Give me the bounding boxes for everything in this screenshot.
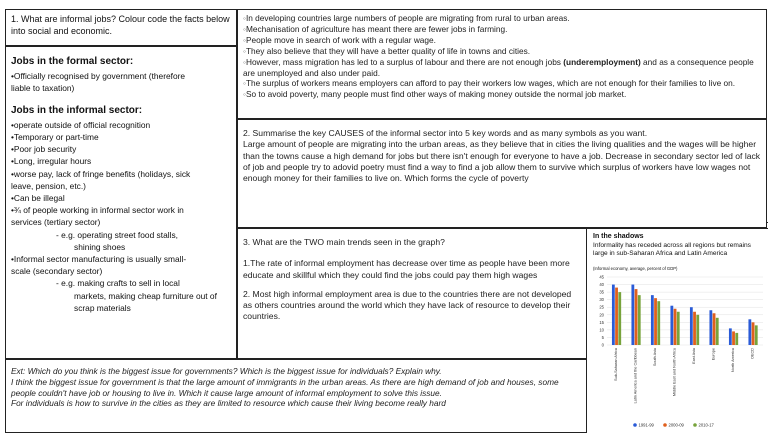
legend-label: 2010-17 [698, 422, 714, 428]
informal-fact: scale (secondary sector) [11, 266, 103, 277]
question-2-answer[interactable]: Large amount of people are migrating into the urban areas, as they believe that in cities the living qualities and the wages will be higher than the towns cause a high demand for jobs but there isn't enough for everyone to have a job. Decrease in secondary sector led of lack of job and people try to adovid poetry must find a way to find a job allow them to survive which surplus of workers have low wages not enough money for their families to live on. Which forms the cycle of poverty [243, 139, 761, 184]
y-tick-label: 0 [601, 342, 604, 348]
informal-fact-example: - e.g. making crafts to sell in local [56, 278, 180, 289]
bar [693, 312, 696, 345]
cause-line: ◦People move in search of work with a regular wage. [243, 34, 436, 45]
informal-fact: •Long, irregular hours [11, 156, 92, 167]
informal-fact-example: scrap materials [74, 302, 131, 313]
cause-line: ◦The surplus of workers means employers can afford to pay their workers low wages, which are not enough for their families to live on. [243, 78, 736, 89]
informal-fact: •Informal sector manufacturing is usually small- [11, 254, 187, 265]
informal-fact-example: - e.g. operating street food stalls, [56, 229, 178, 240]
x-tick-label: Latin America and the Caribbean [633, 348, 638, 404]
informal-fact: •Poor job security [11, 144, 77, 155]
bar [615, 288, 618, 345]
legend-marker [633, 423, 637, 427]
informal-fact: •¾ of people working in informal sector work in [11, 205, 184, 216]
extension-box [5, 359, 587, 433]
bar [690, 307, 693, 345]
y-tick-label: 35 [599, 289, 604, 295]
y-tick-label: 40 [599, 282, 604, 288]
underemployment-term: (underemployment) [563, 56, 641, 67]
legend-marker [693, 423, 697, 427]
bar [748, 319, 751, 345]
informal-fact: •worse pay, lack of fringe benefits (holidays, sick [11, 168, 191, 179]
bar [635, 289, 638, 345]
legend-marker [663, 423, 667, 427]
bar [670, 306, 673, 345]
informal-fact: •operate outside of official recognition [11, 119, 151, 130]
x-tick-label: South Asia [652, 348, 657, 367]
informal-fact: leave, pension, etc.) [11, 180, 86, 191]
informal-fact: services (tertiary sector) [11, 217, 101, 228]
cause-line: ◦So to avoid poverty, many people must find other ways of making money outside the normal job market. [243, 89, 627, 100]
causes-text-box [237, 9, 767, 119]
question-3-text: 3. What are the TWO main trends seen in the graph? [243, 237, 445, 247]
question-1-box [5, 9, 237, 46]
y-tick-label: 10 [599, 327, 604, 333]
legend-label: 2000-09 [668, 422, 684, 428]
bar [631, 285, 634, 345]
bar [713, 313, 716, 345]
x-tick-label: East Asia [691, 348, 696, 364]
question-3-answer-1[interactable]: 1.The rate of informal employment has decrease over time as people have been more educate and skillful which they could find the jobs could pay them high wages [243, 258, 570, 280]
bar [654, 298, 657, 345]
extension-answer-2[interactable]: For individuals is how to survive in the cities as they are limited to resource which cause their living become really hard [11, 398, 446, 409]
y-tick-label: 5 [601, 334, 604, 340]
chart-note: (Informal economy, average, percent of GDP) [593, 266, 678, 271]
informal-fact: •Can be illegal [11, 193, 65, 204]
informal-fact-example: markets, making cheap furniture out of [74, 290, 217, 301]
question-3-answer-2[interactable]: 2. Most high informal employment area is due to the countries there are not developed as others countries around the world which they have lack of resource to develop their countries. [243, 288, 572, 322]
y-tick-label: 15 [599, 319, 604, 325]
bar [674, 309, 677, 345]
x-tick-label: North America [730, 348, 735, 373]
bar [612, 285, 615, 345]
bar [651, 295, 654, 345]
formal-sector-heading: Jobs in the formal sector: [11, 56, 134, 67]
informal-economy-chart [587, 228, 768, 433]
bar [716, 318, 719, 345]
cause-line: ◦In developing countries large numbers of people are migrating from rural to urban areas. [243, 13, 570, 23]
y-tick-label: 20 [599, 312, 604, 318]
bar [752, 322, 755, 345]
x-tick-label: Middle East and North Africa [672, 348, 677, 397]
bar [709, 310, 712, 345]
formal-fact: liable to taxation) [11, 83, 75, 94]
facts-box [5, 46, 237, 359]
formal-fact: •Officially recognised by government (therefore [11, 71, 186, 82]
bar [657, 301, 660, 345]
extension-answer-1[interactable]: I think the biggest issue for government is that the large amount of immigrants in the urban areas. As there are high demand of job and houses, some people couldn't have job or housing to live in. Which it cause large amount of informal employment to solve this issue. [11, 376, 559, 398]
bar [638, 295, 641, 345]
informal-sector-heading: Jobs in the informal sector: [11, 104, 143, 116]
chart-title: In the shadows [593, 233, 644, 240]
question-1-text: 1. What are informal jobs? Colour code the facts below into social and economic. [11, 14, 230, 36]
chart-plot [587, 273, 768, 434]
x-tick-label: Sub-Saharan Africa [613, 348, 618, 381]
question-2-box [237, 119, 767, 228]
y-tick-label: 45 [599, 274, 604, 280]
y-tick-label: 30 [599, 297, 604, 303]
bar [735, 333, 738, 345]
informal-fact-example: shining shoes [74, 241, 126, 252]
question-3-box [237, 228, 587, 359]
y-tick-label: 25 [599, 304, 604, 310]
cause-line: ◦They also believe that they will have a better quality of life in towns and cities. [243, 45, 531, 56]
bar [755, 325, 758, 345]
bar [729, 328, 732, 345]
bar [677, 312, 680, 345]
bar [696, 315, 699, 345]
cause-line: ◦Mechanisation of agriculture has meant there are fewer jobs in farming. [243, 23, 508, 34]
x-tick-label: OECD [750, 348, 755, 359]
legend-label: 1991-99 [638, 422, 654, 428]
x-tick-label: Europe [711, 348, 716, 361]
cause-line: ◦However, mass migration has led to a surplus of labour and there are not enough jobs (underemployment) and as a consequence people are unemployed and also under paid. [243, 56, 754, 78]
bar [618, 292, 621, 345]
question-2-text: 2. Summarise the key CAUSES of the informal sector into 5 key words and as many symbols as you want. [243, 128, 648, 138]
informal-fact: •Temporary or part-time [11, 132, 99, 143]
chart-subtitle: Informality has receded across all regions but remains large in sub-Saharan Africa and Latin America [593, 242, 751, 257]
extension-question: Ext: Which do you think is the biggest issue for governments? Which is the biggest issue for individuals? Explain why. [11, 366, 442, 376]
bar [732, 331, 735, 345]
